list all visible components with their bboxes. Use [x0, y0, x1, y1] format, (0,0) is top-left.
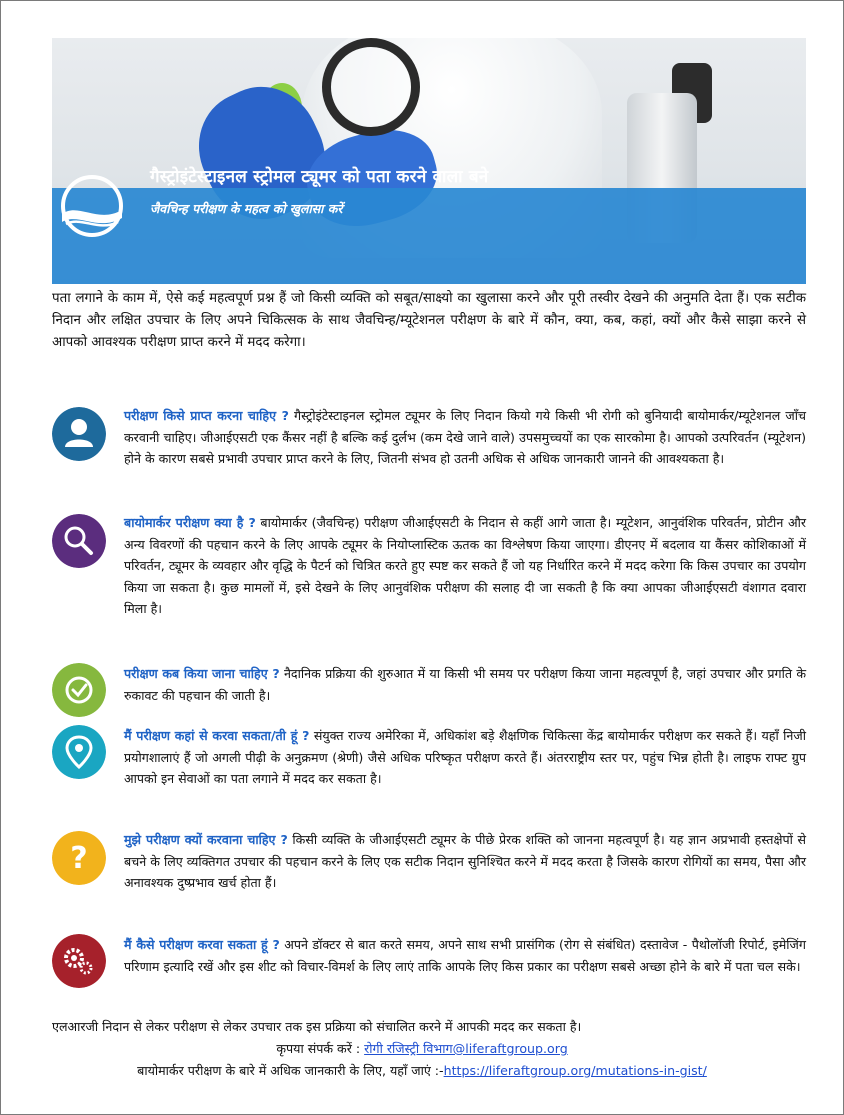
person-icon	[52, 407, 106, 461]
section-question: मैं कैसे परीक्षण करवा सकता हूं ?	[124, 937, 280, 952]
hero-banner	[52, 38, 806, 284]
section-text	[124, 512, 806, 620]
footer-contact	[0, 1038, 844, 1060]
section-question: बायोमार्कर परीक्षण क्या है ?	[124, 515, 256, 530]
banner-title: गैस्ट्रोइंटेस्टाइनल स्ट्रोमल ट्यूमर को पता करने वाला बने	[150, 167, 489, 187]
footer-info	[0, 1060, 844, 1082]
location-pin-icon	[52, 725, 106, 779]
info-url-link[interactable]: https://liferaftgroup.org/mutations-in-gist/	[443, 1063, 707, 1078]
section-body: किसी व्यक्ति के जीआईएसटी ट्यूमर के पीछे प्रेरक शक्ति को जानना महत्वपूर्ण है। यह ज्ञान अप्रभावी हस्तक्षेपों से बचने के लिए व्यक्तिगत उपचार की पहचान करने के लिए एक सटीक निदान सुनिश्चित करने में मदद करता है जिसके कारण रोगियों का समय, पैसा और अनावश्यक दुष्प्रभाव खर्च होता हैं।	[124, 832, 807, 890]
section-body: संयुक्त राज्य अमेरिका में, अधिकांश बड़े शैक्षणिक चिकित्सा केंद्र बायोमार्कर परीक्षण कर सकते हैं। यहाँ निजी प्रयोगशालाएं हैं जो अगली पीढ़ी के अनुक्रमण (श्रेणी) जैसे अधिक परिष्कृत परीक्षण करते हैं। अंतरराष्ट्रीय स्तर पर, पहुंच भिन्न होती है। लाइफ राफ्ट ग्रुप आपको इन सेवाओं का पता लगाने में मदद कर सकता है।	[124, 728, 806, 786]
info-label: बायोमार्कर परीक्षण के बारे में अधिक जानकारी के लिए, यहाँ जाएं :-	[137, 1063, 444, 1078]
footer-statement: एलआरजी निदान से लेकर परीक्षण से लेकर उपचार तक इस प्रक्रिया को संचालित करने में आपकी मदद कर सकता है।	[52, 1019, 582, 1034]
section-text	[124, 934, 806, 977]
life-raft-logo-icon	[58, 172, 126, 240]
intro-paragraph: पता लगाने के काम में, ऐसे कई महत्वपूर्ण प्रश्न हैं जो किसी व्यक्ति को सबूत/साक्ष्यो का खुलासा करने और पूरी तस्वीर देखने की अनुमति देता हैं। एक सटीक निदान और लक्षित उपचार के लिए अपने चिकित्सक के साथ जैवचिन्ह/म्यूटेशनल परीक्षण के बारे में कौन, क्या, कब, कहां, क्यों और कैसे साझा करने से आपको आवश्यक परीक्षण प्राप्त करने में मदद करेगा।	[52, 291, 806, 350]
section-body: बायोमार्कर (जैवचिन्ह) परीक्षण जीआईएसटी के निदान से कहीं आगे जाता है। म्यूटेशन, आनुवंशिक परिवर्तन, प्रोटीन और अन्य विवरणों की पहचान करने के लिए आपके ट्यूमर के नियोप्लास्टिक ऊतक का विश्लेषण किया जाएगा। डीएनए में बदलाव या कैंसर कोशिकाओं में परिवर्तन, ट्यूमर के व्यवहार और वृद्धि के पैटर्न को चित्रित करते हुए स्पष्ट कर सकते हैं जो यह निर्धारित करने में मदद करेगा कि किस उपचार का उपयोग किया जा सकता है। कुछ मामलों में, इसे देखने के लिए आनुवंशिक परीक्षण की सलाह दी जा सकती है कि क्या आपका जीआईएसटी वंशागत दवारा मिला है।	[124, 515, 806, 616]
section-body: गैस्ट्रोइंटेस्टाइनल स्ट्रोमल ट्यूमर के लिए निदान कियो गये किसी भी रोगी को बुनियादी बायोमार्कर/म्यूटेशनल जाँच करवानी चाहिए। जीआईएसटी एक कैंसर नहीं है बल्कि कई दुर्लभ (कम देखे जाने वाले) उपसमुच्चयों का एक सारकोमा है। आपको उत्परिवर्तन (म्यूटेशन) होने के कारण सबसे प्रभावी उपचार प्राप्त करने के लिए, जितनी संभव हो उतनी अधिक से अधिक जानकारी जानने की आवश्यकता है।	[124, 408, 806, 466]
svg-text:?: ?	[70, 841, 88, 876]
contact-email-link[interactable]: रोगी रजिस्ट्री विभाग@liferaftgroup.org	[364, 1041, 568, 1056]
magnifier-icon	[52, 514, 106, 568]
question-mark-icon	[52, 831, 106, 885]
contact-label: कृपया संपर्क करें :	[276, 1041, 365, 1056]
clock-check-icon	[52, 663, 106, 717]
magnifying-glass-image	[322, 38, 420, 136]
section-question: मैं परीक्षण कहां से करवा सकता/ती हूं ?	[124, 728, 310, 743]
banner-subtitle: जैवचिन्ह परीक्षण के महत्व को खुलासा करें	[150, 201, 343, 216]
section-body: नैदानिक प्रक्रिया की शुरुआत में या किसी भी समय पर परीक्षण किया जाना महत्वपूर्ण है, जहां उपचार और प्रगति के रुकावट की पहचान की जाती है।	[124, 666, 807, 703]
footer	[0, 1016, 844, 1082]
section-question: परीक्षण कब किया जाना चाहिए ?	[124, 666, 280, 681]
gears-icon	[52, 934, 106, 988]
section-text	[124, 663, 806, 706]
section-text	[124, 829, 806, 894]
section-question: परीक्षण किसे प्राप्त करना चाहिए ?	[124, 408, 289, 423]
section-question: मुझे परीक्षण क्यों करवाना चाहिए ?	[124, 832, 288, 847]
section-text	[124, 725, 806, 790]
section-text	[124, 405, 806, 470]
section-body: अपने डॉक्टर से बात करते समय, अपने साथ सभी प्रासंगिक (रोग से संबंधित) दस्तावेज - पैथोलॉजी रिपोर्ट, इमेजिंग परिणाम इत्यादि रखें और इस शीट को विचार-विमर्श के लिए लाएं ताकि आपके लिए किस प्रकार का परीक्षण सबसे अच्छा होने के बारे में पता चल सके।	[124, 937, 806, 974]
